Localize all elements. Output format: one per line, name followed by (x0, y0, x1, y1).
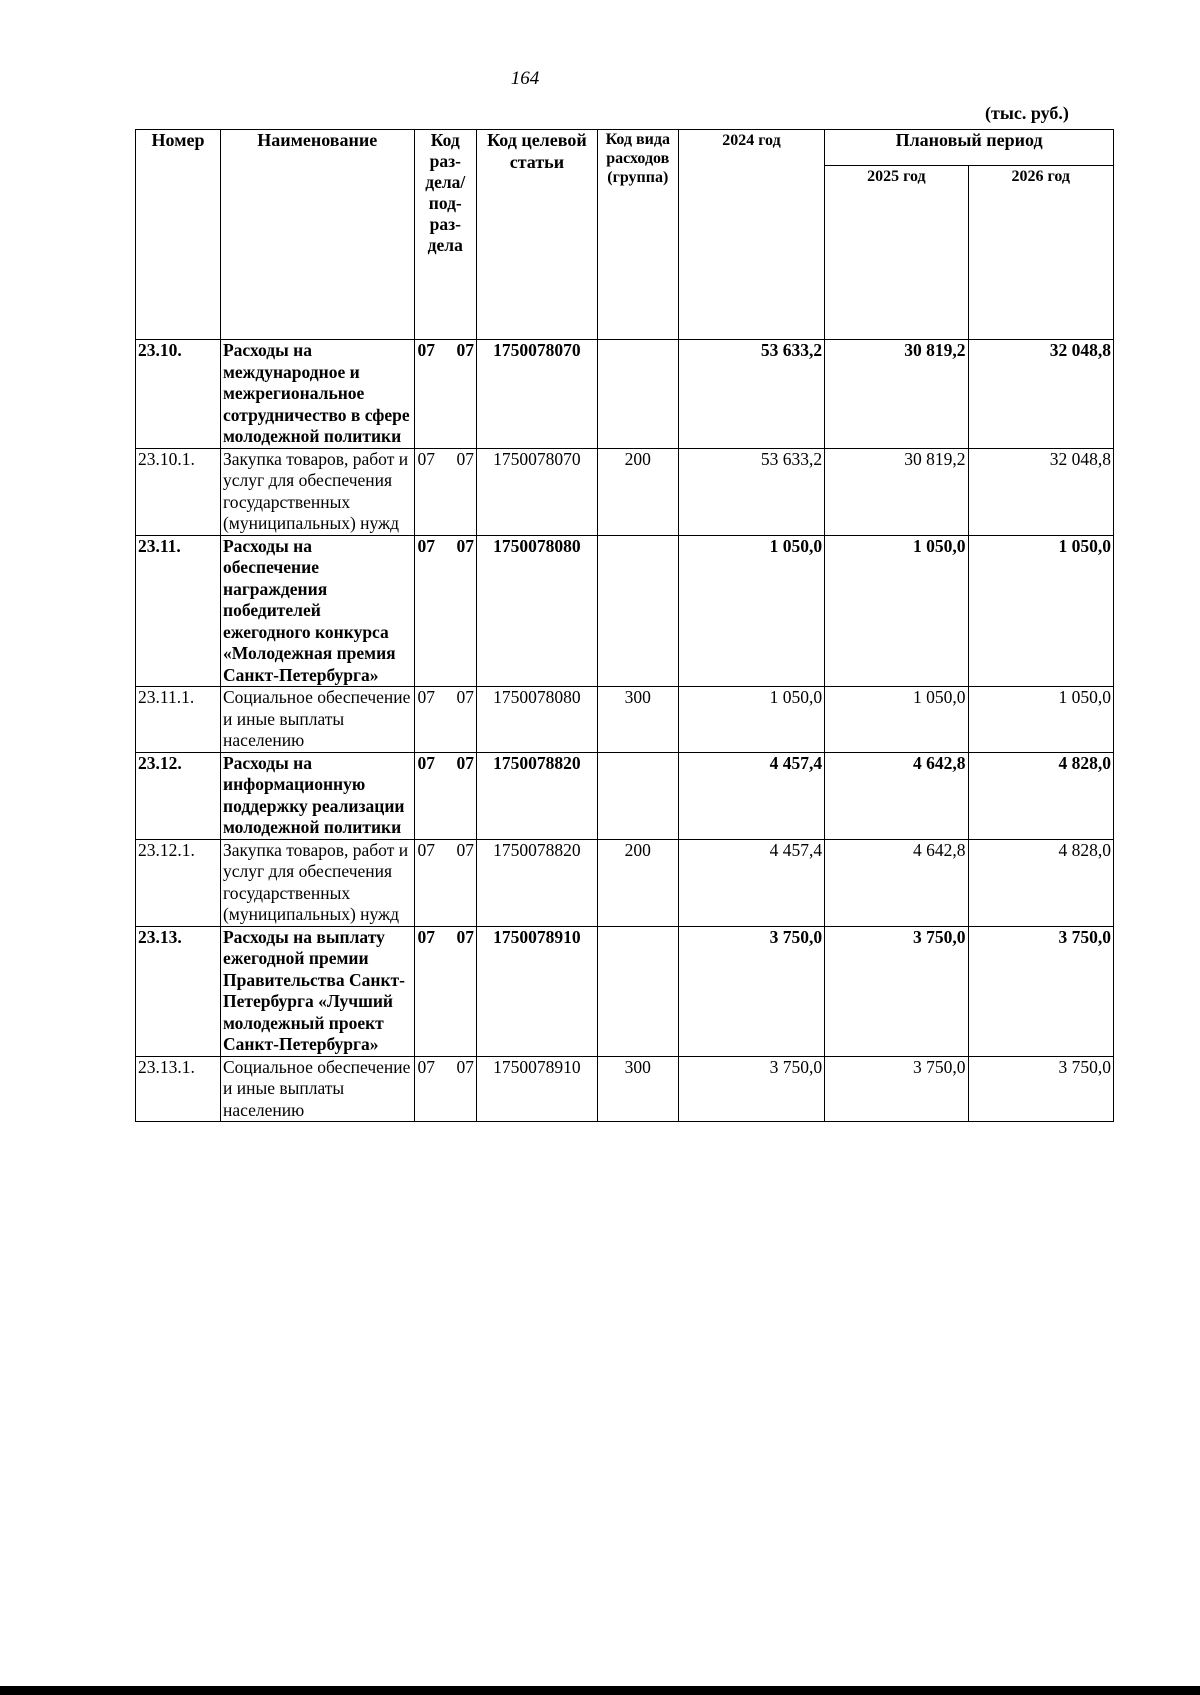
row-amount-2024: 1 050,0 (678, 535, 824, 687)
units-label: (тыс. руб.) (985, 103, 1069, 123)
row-target-code: 1750078070 (477, 448, 598, 535)
table-row (136, 535, 1114, 687)
table-row (136, 340, 1114, 449)
row-expense-kind: 200 (597, 448, 678, 535)
row-section-code (414, 687, 476, 753)
row-subsection: 07 (456, 1056, 474, 1077)
table-row (136, 839, 1114, 926)
row-expense-kind: 200 (597, 839, 678, 926)
row-amount-2024: 4 457,4 (678, 839, 824, 926)
row-name: Расходы на выплату ежегодной премии Правительства Санкт-Петербурга «Лучший молодежный проект Санкт-Петербурга» (220, 926, 414, 1056)
row-section: 07 (417, 752, 436, 773)
table-body (136, 340, 1114, 1122)
row-subsection: 07 (456, 687, 474, 707)
row-section: 07 (417, 448, 436, 469)
row-expense-kind (597, 752, 678, 839)
row-target-code: 1750078820 (477, 839, 598, 926)
row-amount-2024: 53 633,2 (678, 340, 824, 449)
row-section: 07 (417, 1056, 436, 1077)
row-name: Расходы на информационную поддержку реализации молодежной политики (220, 752, 414, 839)
row-subsection: 07 (456, 448, 474, 469)
row-subsection: 07 (456, 752, 474, 773)
row-amount-2024: 1 050,0 (678, 687, 824, 753)
row-number: 23.10.1. (136, 448, 221, 535)
row-amount-2024: 3 750,0 (678, 1056, 824, 1122)
table-row (136, 926, 1114, 1056)
row-amount-2025: 4 642,8 (825, 839, 968, 926)
header-year-2024: 2024 год (678, 130, 824, 340)
row-number: 23.10. (136, 340, 221, 449)
row-section-code (414, 926, 476, 1056)
row-number: 23.12. (136, 752, 221, 839)
row-target-code: 1750078080 (477, 687, 598, 753)
row-amount-2024: 53 633,2 (678, 448, 824, 535)
row-number: 23.12.1. (136, 839, 221, 926)
row-expense-kind: 300 (597, 1056, 678, 1122)
table-row (136, 752, 1114, 839)
table-row (136, 1056, 1114, 1122)
header-expense-kind: Код вида расходов (группа) (597, 130, 678, 340)
row-number: 23.13.1. (136, 1056, 221, 1122)
row-amount-2025: 4 642,8 (825, 752, 968, 839)
header-number: Номер (136, 130, 221, 340)
table-row (136, 448, 1114, 535)
row-amount-2026: 3 750,0 (968, 926, 1113, 1056)
row-target-code: 1750078820 (477, 752, 598, 839)
header-section-code (414, 130, 476, 340)
header-planning-period: Плановый период (825, 130, 1114, 166)
row-subsection: 07 (456, 535, 474, 556)
row-section-code (414, 752, 476, 839)
row-section-code (414, 839, 476, 926)
page-number: 164 (510, 68, 540, 89)
row-expense-kind: 300 (597, 687, 678, 753)
row-name: Закупка товаров, работ и услуг для обеспечения государственных (муниципальных) нужд (220, 839, 414, 926)
row-subsection: 07 (456, 839, 474, 860)
row-amount-2026: 4 828,0 (968, 752, 1113, 839)
row-section: 07 (417, 687, 436, 707)
row-number: 23.11. (136, 535, 221, 687)
row-section: 07 (417, 340, 436, 360)
header-target-code: Код целевой статьи (477, 130, 598, 340)
row-amount-2024: 4 457,4 (678, 752, 824, 839)
row-name: Социальное обеспечение и иные выплаты населению (220, 1056, 414, 1122)
header-section-code-text: Код раз-дела/ под-раз-дела (425, 130, 466, 255)
row-amount-2026: 32 048,8 (968, 448, 1113, 535)
row-amount-2026: 1 050,0 (968, 687, 1113, 753)
row-amount-2026: 3 750,0 (968, 1056, 1113, 1122)
row-section-code (414, 448, 476, 535)
row-amount-2026: 4 828,0 (968, 839, 1113, 926)
row-amount-2025: 1 050,0 (825, 687, 968, 753)
row-section: 07 (417, 535, 436, 556)
row-target-code: 1750078080 (477, 535, 598, 687)
budget-table (135, 129, 1114, 1122)
row-number: 23.11.1. (136, 687, 221, 753)
row-subsection: 07 (456, 926, 474, 947)
row-amount-2025: 30 819,2 (825, 448, 968, 535)
row-amount-2026: 32 048,8 (968, 340, 1113, 449)
row-number: 23.13. (136, 926, 221, 1056)
row-amount-2026: 1 050,0 (968, 535, 1113, 687)
row-amount-2025: 3 750,0 (825, 926, 968, 1056)
header-name: Наименование (220, 130, 414, 340)
row-target-code: 1750078070 (477, 340, 598, 449)
row-name: Расходы на международное и межрегиональное сотрудничество в сфере молодежной политики (220, 340, 414, 449)
row-expense-kind (597, 926, 678, 1056)
row-expense-kind (597, 340, 678, 449)
row-amount-2025: 30 819,2 (825, 340, 968, 449)
row-amount-2024: 3 750,0 (678, 926, 824, 1056)
row-subsection: 07 (456, 340, 474, 360)
table-row (136, 687, 1114, 753)
row-name: Закупка товаров, работ и услуг для обеспечения государственных (муниципальных) нужд (220, 448, 414, 535)
row-section-code (414, 1056, 476, 1122)
table-header (136, 130, 1114, 340)
row-section: 07 (417, 926, 436, 947)
row-amount-2025: 3 750,0 (825, 1056, 968, 1122)
header-year-2025: 2025 год (825, 166, 968, 340)
row-amount-2025: 1 050,0 (825, 535, 968, 687)
row-name: Расходы на обеспечение награждения победителей ежегодного конкурса «Молодежная премия Санкт-Петербурга» (220, 535, 414, 687)
row-expense-kind (597, 535, 678, 687)
row-section: 07 (417, 839, 436, 860)
row-name: Социальное обеспечение и иные выплаты населению (220, 687, 414, 753)
row-target-code: 1750078910 (477, 1056, 598, 1122)
row-section-code (414, 340, 476, 449)
scan-edge-rule (0, 1686, 1200, 1695)
row-target-code: 1750078910 (477, 926, 598, 1056)
header-year-2026: 2026 год (968, 166, 1113, 340)
row-section-code (414, 535, 476, 687)
